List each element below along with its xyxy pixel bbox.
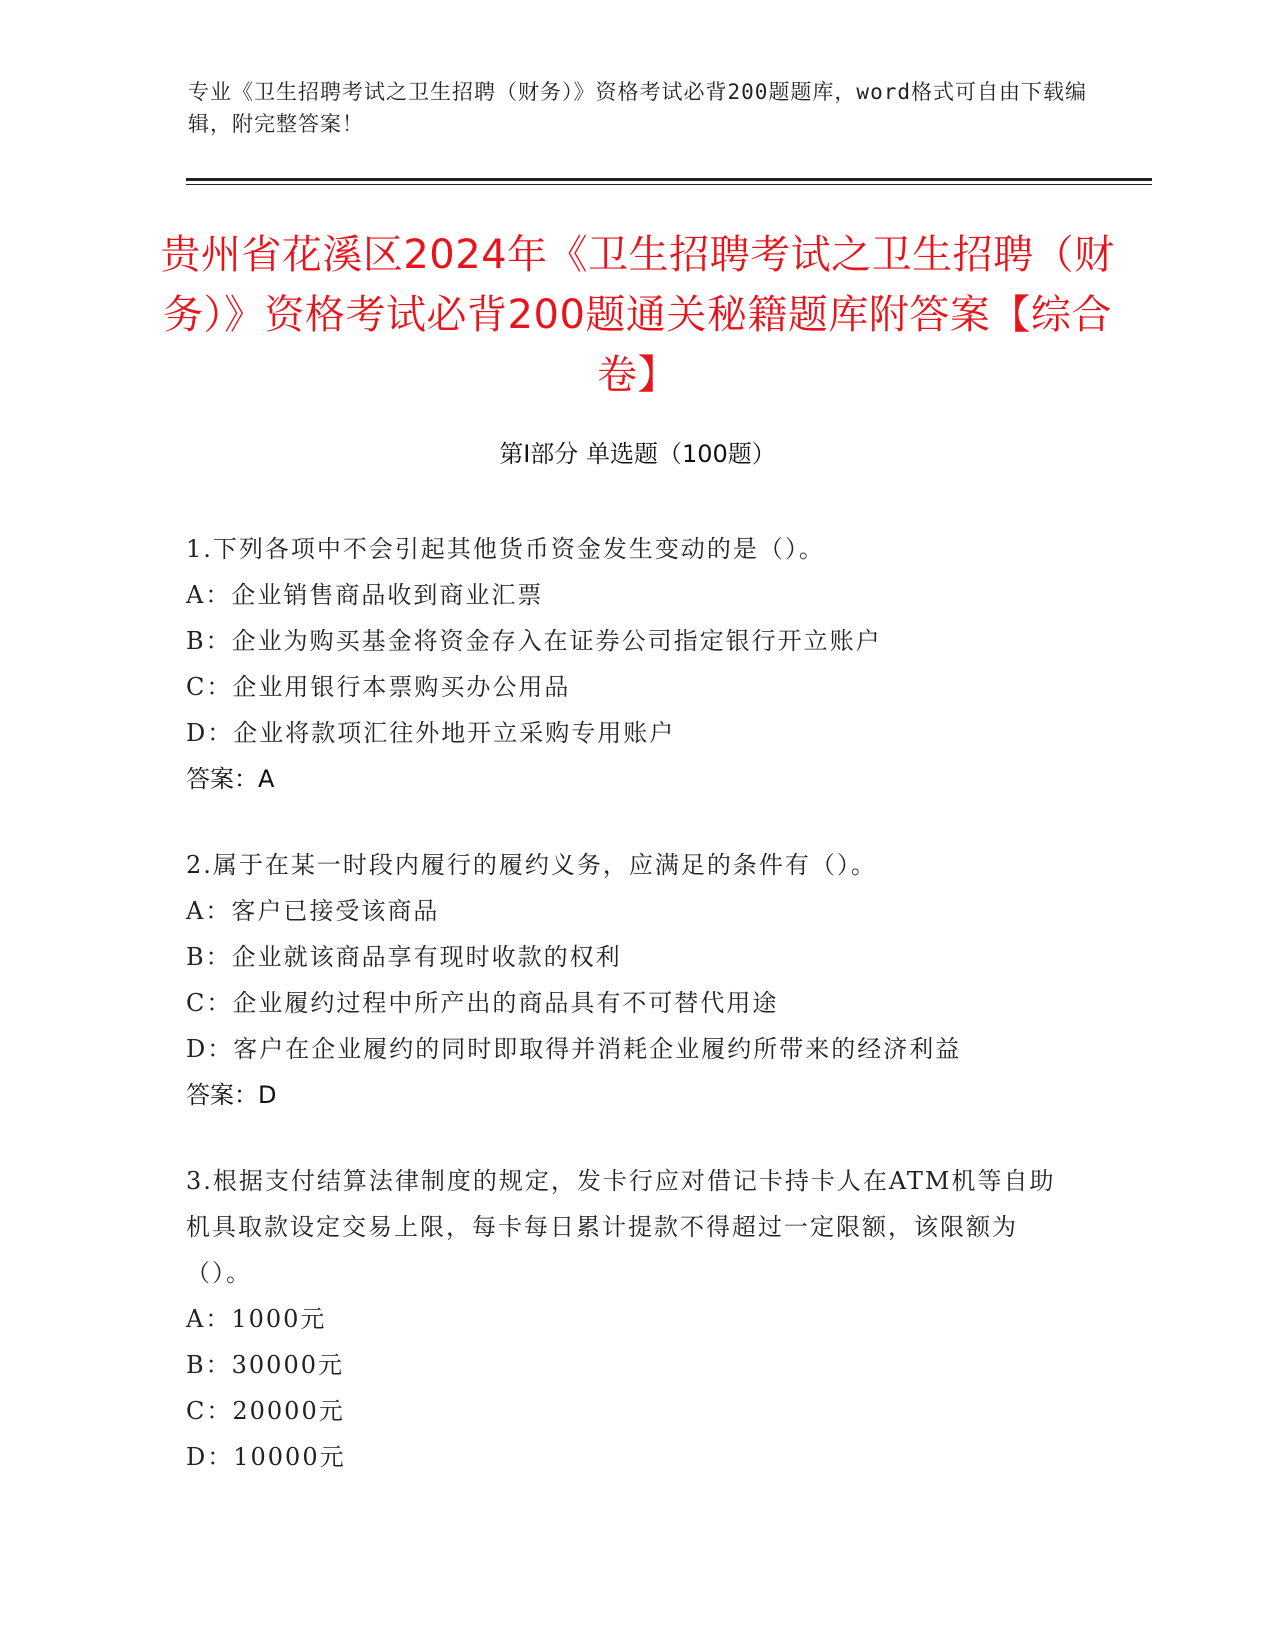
question-stem: 2.属于在某一时段内履行的履约义务，应满足的条件有（）。	[186, 851, 877, 879]
question-option-c: C：企业用银行本票购买办公用品	[186, 673, 571, 701]
question-option-c: C：企业履约过程中所产出的商品具有不可替代用途	[186, 989, 779, 1017]
question-option-b: B：企业为购买基金将资金存入在证券公司指定银行开立账户	[186, 627, 882, 655]
section-title: 第I部分 单选题（100题）	[499, 440, 776, 468]
question-stem: 3.根据支付结算法律制度的规定，发卡行应对借记卡持卡人在ATM机等自助机具取款设定交易上限，每卡每日累计提款不得超过一定限额，该限额为（）。	[186, 1167, 1056, 1287]
question-answer: 答案：A	[186, 765, 275, 793]
question-answer: 答案：D	[186, 1081, 277, 1109]
question-list	[186, 526, 1066, 1520]
header-rule-thick	[186, 178, 1152, 181]
question-option-d: D：企业将款项汇往外地开立采购专用账户	[186, 719, 676, 747]
question-option-d: D：10000元	[186, 1443, 346, 1471]
question-3	[186, 1158, 1066, 1480]
question-option-b: B：企业就该商品享有现时收款的权利	[186, 943, 622, 971]
question-option-a: A：企业销售商品收到商业汇票	[186, 581, 544, 609]
question-option-b: B：30000元	[186, 1351, 344, 1379]
question-2	[186, 842, 1066, 1118]
question-option-c: C：20000元	[186, 1397, 345, 1425]
question-1	[186, 526, 1066, 802]
header-note: 专业《卫生招聘考试之卫生招聘（财务）》资格考试必背200题题库，word格式可自由下载编辑，附完整答案！	[188, 80, 1087, 136]
question-stem: 1.下列各项中不会引起其他货币资金发生变动的是（）。	[186, 535, 825, 563]
document-title: 贵州省花溪区2024年《卫生招聘考试之卫生招聘（财务）》资格考试必背200题通关秘籍题库附答案【综合卷】	[160, 232, 1115, 398]
question-option-a: A：1000元	[186, 1305, 327, 1333]
question-option-d: D：客户在企业履约的同时即取得并消耗企业履约所带来的经济利益	[186, 1035, 962, 1063]
header-rule-thin	[186, 184, 1152, 185]
question-option-a: A：客户已接受该商品	[186, 897, 440, 925]
